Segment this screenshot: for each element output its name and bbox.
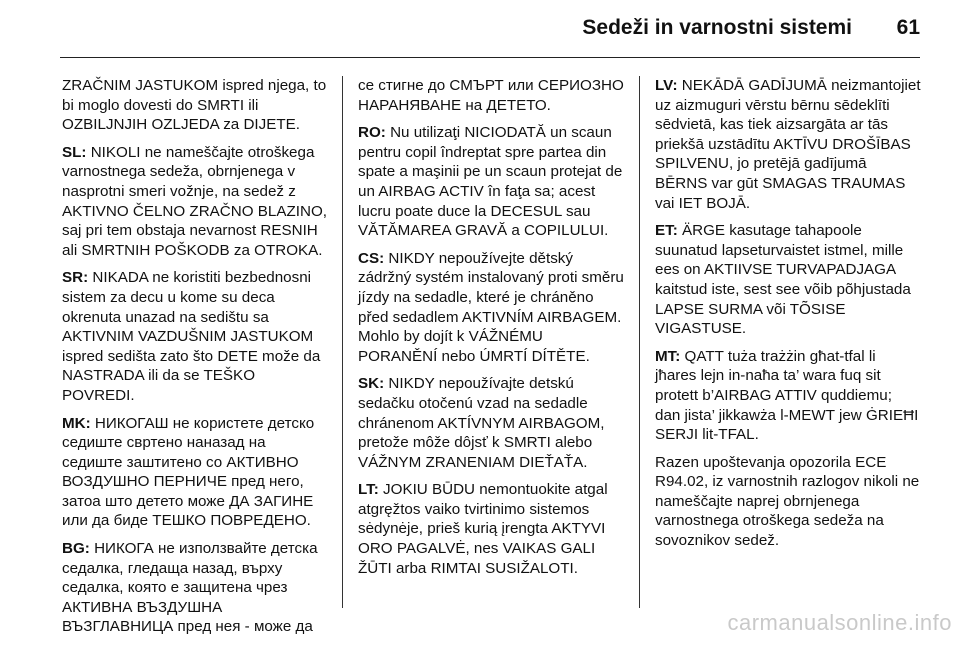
- paragraph-text: NIKOLI ne nameščajte otroškega varnostnega sedeža, obrnjenega v nasprotni smeri vožnje, na sedež z AKTIVNO ČELNO ZRAČNO BLAZINO, saj pri tem obstaja nevarnost RESNIH ali SMRTNIH POŠKODB za OTROKA.: [62, 143, 327, 259]
- paragraph-text: NIKDY nepoužívejte dětský zádržný systém instalovaný proti směru jízdy na sedadle, které je chráněno před sedadlem AKTIVNÍM AIRBAGEM. Mohlo by dojít k VÁŽNÉMU PORANĚNÍ nebo ÚMRTÍ DÍTĚTE.: [358, 249, 624, 365]
- watermark: carmanualsonline.info: [727, 610, 952, 635]
- paragraph-text: НИКОГА не използвайте детска седалка, гледаща назад, върху седалка, която е защитена чрез АКТИВНА ВЪЗДУШНА ВЪЗГЛАВНИЦА пред нея - може да: [62, 540, 318, 636]
- warning-paragraph: [358, 76, 624, 115]
- warning-paragraph: [358, 123, 624, 241]
- text-column-1: [62, 76, 328, 645]
- language-code: SL:: [62, 143, 87, 161]
- warning-paragraph: [655, 76, 921, 213]
- header-divider: [60, 57, 920, 58]
- language-code: LV:: [655, 77, 678, 94]
- language-code: SK:: [358, 375, 385, 393]
- warning-paragraph: [62, 268, 328, 405]
- language-code: SR:: [62, 269, 89, 287]
- paragraph-text: JOKIU BŪDU nemontuokite atgal atgręžtos vaiko tvirtinimo sistemos sėdynėje, prieš kurią įrengta AKTYVI ORO PAGALVĖ, nes VAIKAS GALI ŽŪTI arba RIMTAI SUSIŽALOTI.: [358, 481, 608, 577]
- paragraph-text: QATT tuża trażżin għat-tfal li jħares lejn in-naħa ta’ wara fuq sit protett b’AIRBAG ATTIV quddiemu; dan jista’ jikkawża l-MEWT jew ĠRIEĦI SERJI lit-TFAL.: [655, 347, 919, 444]
- paragraph-text: Razen upoštevanja opozorila ECE R94.02, iz varnostnih razlogov nikoli ne nameščajte naprej obrnjenega varnostnega otroškega sedeža na sovoznikov sedež.: [655, 453, 920, 550]
- warning-paragraph: [655, 453, 921, 551]
- language-code: BG:: [62, 540, 90, 558]
- text-column-3: [655, 76, 921, 559]
- warning-paragraph: [62, 143, 328, 261]
- warning-paragraph: [358, 249, 624, 367]
- page-number: 61: [896, 16, 920, 39]
- paragraph-text: NEKĀDĀ GADĪJUMĀ neizmantojiet uz aizmuguri vērstu bērnu sēdeklīti sēdvietā, kas tiek aizsargāta ar tās priekšā uzstādītu AKTĪVU DROŠĪBAS SPILVENU, jo pretējā gadījumā BĒRNS var gūt SMAGAS TRAUMAS vai IET BOJĀ.: [655, 77, 921, 212]
- language-code: LT:: [358, 481, 379, 499]
- warning-paragraph: [358, 480, 624, 578]
- text-column-2: [358, 76, 624, 586]
- paragraph-text: се стигне до СМЪРТ или СЕРИОЗНО НАРАНЯВАНЕ на ДЕТЕТО.: [358, 77, 624, 114]
- paragraph-text: ZRAČNIM JASTUKOM ispred njega, to bi moglo dovesti do SMRTI ili OZBILJNJIH OZLJEDA za DIJETE.: [62, 77, 327, 134]
- warning-paragraph: [62, 414, 328, 532]
- language-code: RO:: [358, 124, 386, 142]
- paragraph-text: NIKADA ne koristiti bezbednosni sistem za decu u kome su deca okrenuta unazad na sedištu sa AKTIVNIM VAZDUŠNIM JASTUKOM ispred sedišta zato što DETE može da NASTRADA ili da se TEŠKO POVREDI.: [62, 269, 321, 404]
- warning-paragraph: [62, 76, 328, 135]
- language-code: ET:: [655, 222, 678, 240]
- paragraph-text: НИКОГАШ не користете детско седиште свртено наназад на седиште заштитено со АКТИВНО ВОЗДУШНО ПЕРНИЧЕ пред него, затоа што детето може ДА ЗАГИНЕ или да биде ТЕШКО ПОВРЕДЕНО.: [62, 414, 315, 530]
- column-divider-2: [639, 76, 640, 608]
- paragraph-text: ÄRGE kasutage tahapoole suunatud lapseturvaistet istmel, mille ees on AKTIIVSE TURVAPADJAGA kaitstud iste, sest see võib põhjustada LAPSE SURMA või TÕSISE VIGASTUSE.: [655, 222, 911, 338]
- language-code: MK:: [62, 414, 91, 432]
- paragraph-text: Nu utilizaţi NICIODATĂ un scaun pentru copil îndreptat spre partea din spate a maşinii pe un scaun protejat de un AIRBAG ACTIV în faţa sa; acest lucru poate duce la DECESUL sau VĂTĂMAREA GRAVĂ a COPILULUI.: [358, 124, 623, 240]
- language-code: CS:: [358, 249, 385, 267]
- language-code: MT:: [655, 347, 681, 365]
- page-header: [0, 0, 960, 58]
- warning-paragraph: [655, 347, 921, 445]
- warning-paragraph: [358, 374, 624, 472]
- section-title: Sedeži in varnostni sistemi: [582, 16, 852, 39]
- paragraph-text: NIKDY nepoužívajte detskú sedačku otočenú vzad na sedadle chránenom AKTÍVNYM AIRBAGOM, pretože môže dôjsť k SMRTI alebo VÁŽNYM ZRANENIAM DIEŤAŤA.: [358, 375, 605, 471]
- warning-paragraph: [655, 221, 921, 339]
- column-divider-1: [342, 76, 343, 608]
